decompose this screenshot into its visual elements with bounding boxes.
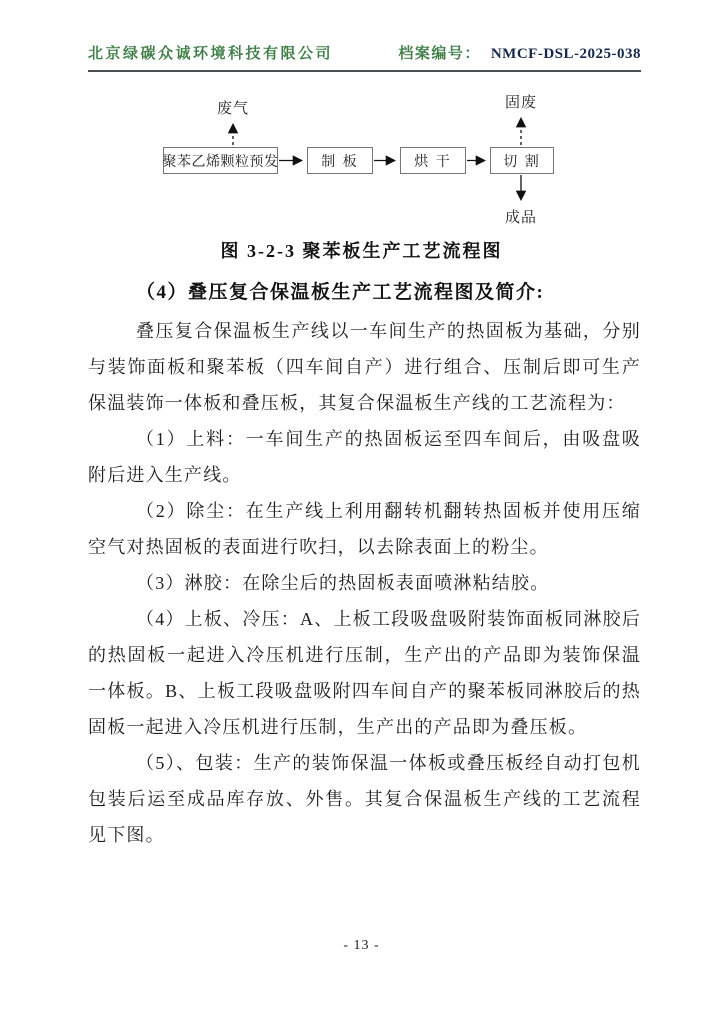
- section-heading: （4）叠压复合保温板生产工艺流程图及简介:: [136, 282, 545, 303]
- figure-caption: 图 3-2-3 聚苯板生产工艺流程图: [220, 241, 503, 261]
- flow-step-cutting: 切 割: [490, 147, 554, 174]
- flow-step-pre-expansion: 聚苯乙烯颗粒预发: [163, 147, 278, 174]
- flow-step-board-making: 制 板: [307, 147, 373, 174]
- archive-number: [398, 42, 641, 63]
- page-number: - 13 -: [343, 938, 380, 953]
- archive-number-code: NMCF-DSL-2025-038: [490, 46, 641, 62]
- paragraph-intro: 叠压复合保温板生产线以一车间生产的热固板为基础，分别与装饰面板和聚苯板（四车间自产）进行组合、压制后即可生产保温装饰一体板和叠压板，其复合保温板生产线的工艺流程为：: [88, 321, 641, 413]
- paragraph-step-4: （4）上板、冷压：A、上板工段吸盘吸附装饰面板同淋胶后的热固板一起进入冷压机进行压制，生产出的产品即为装饰保温一体板。B、上板工段吸盘吸附四车间自产的聚苯板同淋胶后的热固板一起进入冷压机进行压制，生产出的产品即为叠压板。: [88, 609, 641, 737]
- process-flowchart: [88, 85, 641, 235]
- paragraph-step-1: （1）上料：一车间生产的热固板运至四车间后，由吸盘吸附后进入生产线。: [88, 429, 641, 485]
- solid-waste-label: 固废: [504, 95, 537, 111]
- archive-number-label: 档案编号：: [398, 46, 481, 62]
- page-header: [88, 42, 641, 72]
- waste-gas-label: 废气: [216, 101, 249, 117]
- body-content: [88, 273, 641, 853]
- paragraph-step-3: （3）淋胶：在除尘后的热固板表面喷淋粘结胶。: [136, 573, 550, 593]
- paragraph-step-5: （5）、包装：生产的装饰保温一体板或叠压板经自动打包机包装后运至成品库存放、外售。其复合保温板生产线的工艺流程见下图。: [88, 753, 641, 845]
- company-name: 北京绿碳众诚环境科技有限公司: [88, 46, 334, 62]
- product-label: 成品: [504, 210, 537, 226]
- flow-step-drying: 烘 干: [400, 147, 466, 174]
- paragraph-step-2: （2）除尘：在生产线上利用翻转机翻转热固板并使用压缩空气对热固板的表面进行吹扫，以去除表面上的粉尘。: [88, 501, 641, 557]
